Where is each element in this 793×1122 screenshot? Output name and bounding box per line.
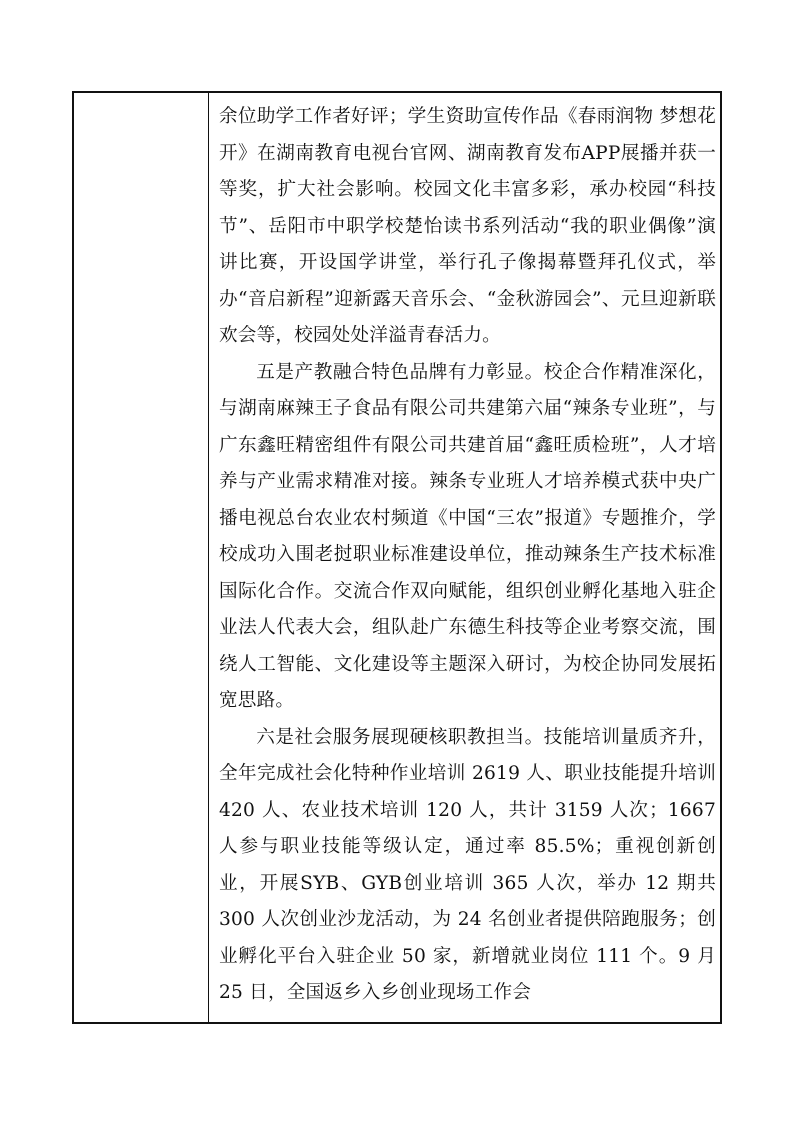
column-divider — [208, 93, 209, 1022]
report-table — [72, 91, 722, 1024]
paragraph-industry-education: 五是产教融合特色品牌有力彰显。校企合作精准深化，与湖南麻辣王子食品有限公司共建第六届“辣条专业班”，与广东鑫旺精密组件有限公司共建首届“鑫旺质检班”，人才培养与产业需求精准对接。辣条专业班人才培养模式获中央广播电视总台农业农村频道《中国“三农”报道》专题推介，学校成功入围老挝职业标准建设单位，推动辣条生产技术标准国际化合作。交流合作双向赋能，组织创业孵化基地入驻企业法人代表大会，组队赴广东德生科技等企业考察交流，围绕人工智能、文化建设等主题深入研讨，为校企协同发展拓宽思路。 — [219, 361, 716, 711]
table-content-cell — [219, 99, 716, 1012]
table-label-cell — [74, 93, 208, 1022]
paragraph-campus-culture: 余位助学工作者好评；学生资助宣传作品《春雨润物 梦想花开》在湖南教育电视台官网、湖南教育发布APP展播并获一等奖，扩大社会影响。校园文化丰富多彩，承办校园“科技节”、岳阳市中职学校楚怡读书系列活动“我的职业偶像”演讲比赛，开设国学讲堂，举行孔子像揭幕暨拜孔仪式，举办“音启新程”迎新露天音乐会、“金秋游园会”、元旦迎新联欢会等，校园处处洋溢青春活力。 — [219, 106, 716, 346]
paragraph-social-service: 六是社会服务展现硬核职教担当。技能培训量质齐升，全年完成社会化特种作业培训 2619 人、职业技能提升培训 420 人、农业技术培训 120 人，共计 3159 人次；1667 人参与职业技能等级认定，通过率 85.5%；重视创新创业，开展SYB、GYB创业培训 365 人次，举办 12 期共 300 人次创业沙龙活动，为 24 名创业者提供陪跑服务；创业孵化平台入驻企业 50 家，新增就业岗位 111 个。9 月 25 日，全国返乡入乡创业现场工作会 — [219, 726, 716, 1003]
